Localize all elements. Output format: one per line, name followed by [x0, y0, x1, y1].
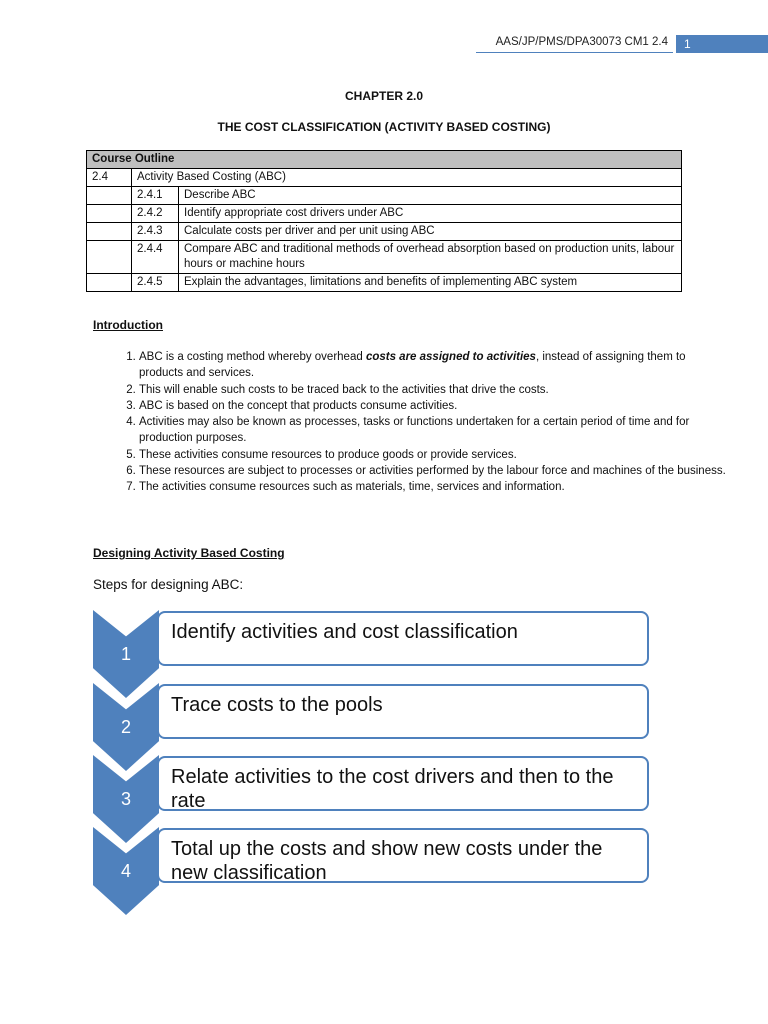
item-number: 2.4.2	[132, 205, 179, 223]
page-number: 1	[684, 37, 691, 51]
table-header-row	[87, 151, 682, 169]
item-text: Calculate costs per driver and per unit using ABC	[179, 223, 682, 241]
item-text: Explain the advantages, limitations and benefits of implementing ABC system	[179, 274, 682, 292]
list-item: 2. This will enable such costs to be traced back to the activities that drive the costs.	[139, 382, 729, 398]
item-number: 2.4.4	[132, 241, 179, 274]
list-item: 7. The activities consume resources such as materials, time, services and information.	[139, 479, 729, 495]
list-item: 3. ABC is based on the concept that products consume activities.	[139, 398, 729, 414]
table-row	[87, 187, 682, 205]
step-number: 3	[120, 789, 131, 809]
chapter-heading: CHAPTER 2.0	[344, 89, 424, 103]
step-number: 2	[120, 717, 131, 737]
introduction-list	[93, 349, 729, 496]
topic-number: 2.4	[87, 169, 132, 187]
topic-label: Activity Based Costing (ABC)	[132, 169, 682, 187]
document-title: THE COST CLASSIFICATION (ACTIVITY BASED COSTING)	[217, 120, 551, 134]
item-number: 2.4.1	[132, 187, 179, 205]
step-text: Total up the costs and show new costs under the new classification	[157, 828, 649, 883]
header-divider	[476, 52, 673, 53]
table-row	[87, 169, 682, 187]
step-number: 1	[120, 644, 131, 664]
step-text: Trace costs to the pools	[157, 684, 649, 739]
item-text: Identify appropriate cost drivers under ABC	[179, 205, 682, 223]
designing-heading: Designing Activity Based Costing	[93, 546, 285, 560]
list-item: 6. These resources are subject to processes or activities performed by the labour force and machines of the business.	[139, 463, 729, 479]
table-row	[87, 223, 682, 241]
introduction-heading: Introduction	[93, 318, 163, 332]
step-number: 4	[120, 861, 131, 881]
table-row	[87, 274, 682, 292]
document-reference: AAS/JP/PMS/DPA30073 CM1 2.4	[495, 36, 668, 48]
item-text: Compare ABC and traditional methods of overhead absorption based on production units, labour hours or machine hours	[179, 241, 682, 274]
list-item: 5. These activities consume resources to produce goods or provide services.	[139, 447, 729, 463]
course-outline-heading: Course Outline	[87, 151, 682, 169]
item-text: Describe ABC	[179, 187, 682, 205]
course-outline-table	[86, 150, 682, 292]
item-number: 2.4.5	[132, 274, 179, 292]
step-text: Relate activities to the cost drivers and then to the rate	[157, 756, 649, 811]
steps-label: Steps for designing ABC:	[93, 577, 244, 592]
page-number-box	[676, 35, 768, 53]
table-row	[87, 241, 682, 274]
list-item: 1. ABC is a costing method whereby overhead costs are assigned to activities, instead of assigning them to products and services.	[139, 349, 729, 382]
item-number: 2.4.3	[132, 223, 179, 241]
table-row	[87, 205, 682, 223]
emphasis-text: costs are assigned to activities	[365, 351, 536, 363]
step-text: Identify activities and cost classification	[157, 611, 649, 666]
list-item: 4. Activities may also be known as processes, tasks or functions undertaken for a certain period of time and for production purposes.	[139, 414, 729, 447]
